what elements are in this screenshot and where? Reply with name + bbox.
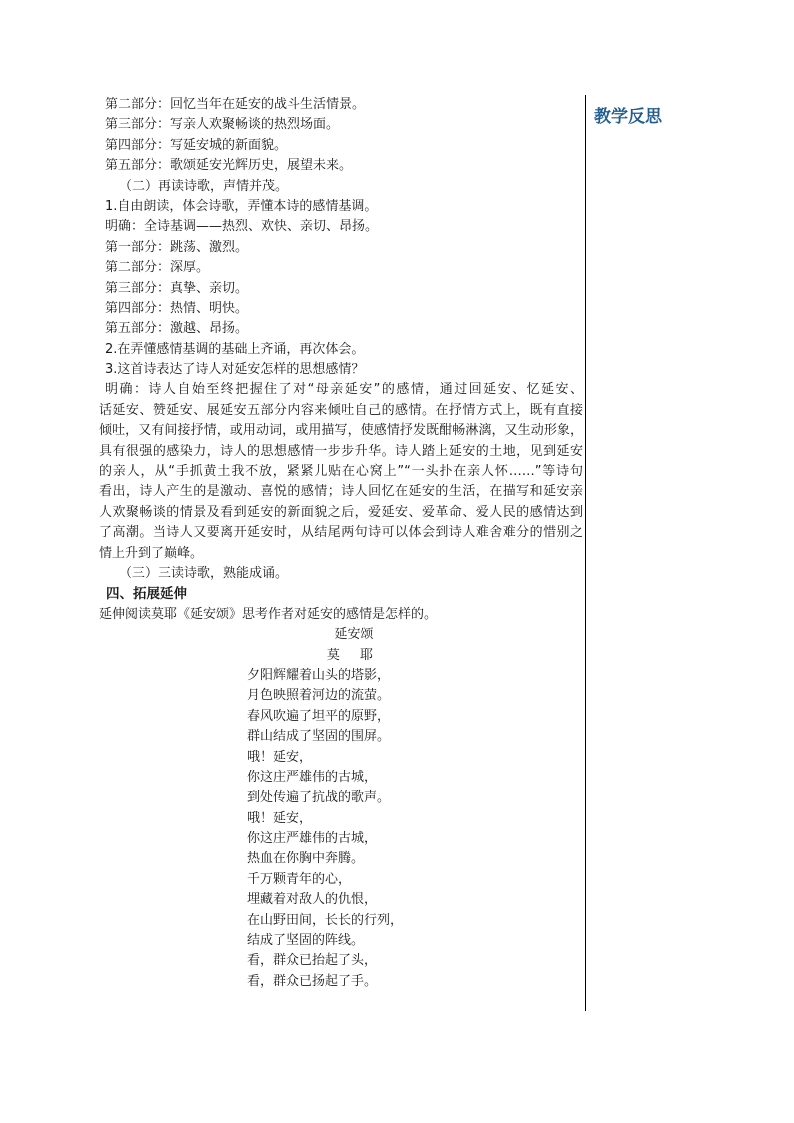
poem-line: 在山野田间，长长的行列， [247, 912, 404, 928]
poem-line: 哦！延安， [247, 749, 313, 765]
paragraph-line: 倾吐，又有间接抒情，或用动词，或用描写，使感情抒发既酣畅淋漓，又生动形象， [99, 423, 583, 439]
poem-line: 你这庄严雄伟的古城， [247, 831, 378, 847]
poem-title: 延安颂 [334, 627, 374, 643]
text-line: 明确：全诗基调——热烈、欢快、亲切、昂扬。 [105, 219, 379, 235]
intro-line: 延伸阅读莫耶《延安颂》思考作者对延安的感情是怎样的。 [99, 606, 438, 622]
poem-line: 热血在你胸中奔腾。 [247, 851, 365, 867]
paragraph-line: 明确：诗人自始至终把握住了对“母亲延安”的感情，通过回延安、忆延安、 [105, 382, 583, 398]
text-line: 第四部分：写延安城的新面貌。 [105, 137, 288, 153]
text-line: 1.自由朗读，体会诗歌，弄懂本诗的感情基调。 [105, 198, 378, 214]
section-heading: 四、拓展延伸 [106, 586, 187, 603]
text-line: 2.在弄懂感情基调的基础上齐诵，再次体会。 [105, 341, 365, 357]
poem-line: 到处传遍了抗战的歌声。 [247, 790, 391, 806]
paragraph-line: 情上升到了巅峰。 [99, 545, 204, 561]
paragraph-line: 人欢聚畅谈的情景及看到延安的新面貌之后，爱延安、爱革命、爱人民的感情达到 [99, 504, 583, 520]
poem-author: 莫 耶 [326, 647, 382, 663]
poem-line: 结成了坚固的阵线。 [247, 933, 365, 949]
lesson-content [99, 95, 583, 992]
column-divider [585, 95, 586, 1011]
poem-line: 月色映照着河边的流萤。 [247, 688, 391, 704]
poem-line: 埋藏着对敌人的仇恨， [247, 892, 378, 908]
paragraph-line: 话延安、赞延安、展延安五部分内容来倾吐自己的感情。在抒情方式上，既有直接 [99, 402, 583, 418]
poem-line: 哦！延安， [247, 810, 313, 826]
text-line: 第三部分：写亲人欢聚畅谈的热烈场面。 [105, 117, 340, 133]
text-line: 第二部分：深厚。 [105, 260, 210, 276]
text-line: 第一部分：跳荡、激烈。 [105, 239, 249, 255]
poem-line: 千万颗青年的心， [247, 871, 352, 887]
text-line: 第四部分：热情、明快。 [105, 300, 249, 316]
poem-line: 夕阳辉耀着山头的塔影， [247, 667, 391, 683]
poem-line: 看，群众已抬起了头， [247, 953, 378, 969]
text-line: 3.这首诗表达了诗人对延安怎样的思想感情？ [105, 362, 365, 378]
poem-line: 春风吹遍了坦平的原野， [247, 708, 391, 724]
poem-line: 群山结成了坚固的围屏。 [247, 729, 391, 745]
poem-line: 你这庄严雄伟的古城， [247, 769, 378, 785]
text-line: （二）再读诗歌，声情并茂。 [119, 178, 289, 194]
text-line: 第五部分：激越、昂扬。 [105, 321, 249, 337]
poem-line: 看，群众已扬起了手。 [247, 973, 378, 989]
paragraph-line: 的亲人，从“手抓黄土我不放，紧紧儿贴在心窝上”“一头扑在亲人怀……”等诗句 [99, 464, 583, 480]
text-line: 第二部分：回忆当年在延安的战斗生活情景。 [105, 97, 366, 112]
text-line: 第五部分：歌颂延安光辉历史，展望未来。 [105, 158, 353, 174]
paragraph-line: 了高潮。当诗人又要离开延安时，从结尾两句诗可以体会到诗人难舍难分的惜别之 [99, 525, 583, 541]
reflection-heading: 教学反思 [594, 107, 662, 127]
paragraph-line: 看出，诗人产生的是激动、喜悦的感情；诗人回忆在延安的生活，在描写和延安亲 [99, 484, 583, 500]
text-line: 第三部分：真挚、亲切。 [105, 280, 249, 296]
paragraph-line: 具有很强的感染力，诗人的思想感情一步步升华。诗人踏上延安的土地，见到延安 [99, 443, 583, 459]
text-line: （三）三读诗歌，熟能成诵。 [119, 565, 289, 581]
